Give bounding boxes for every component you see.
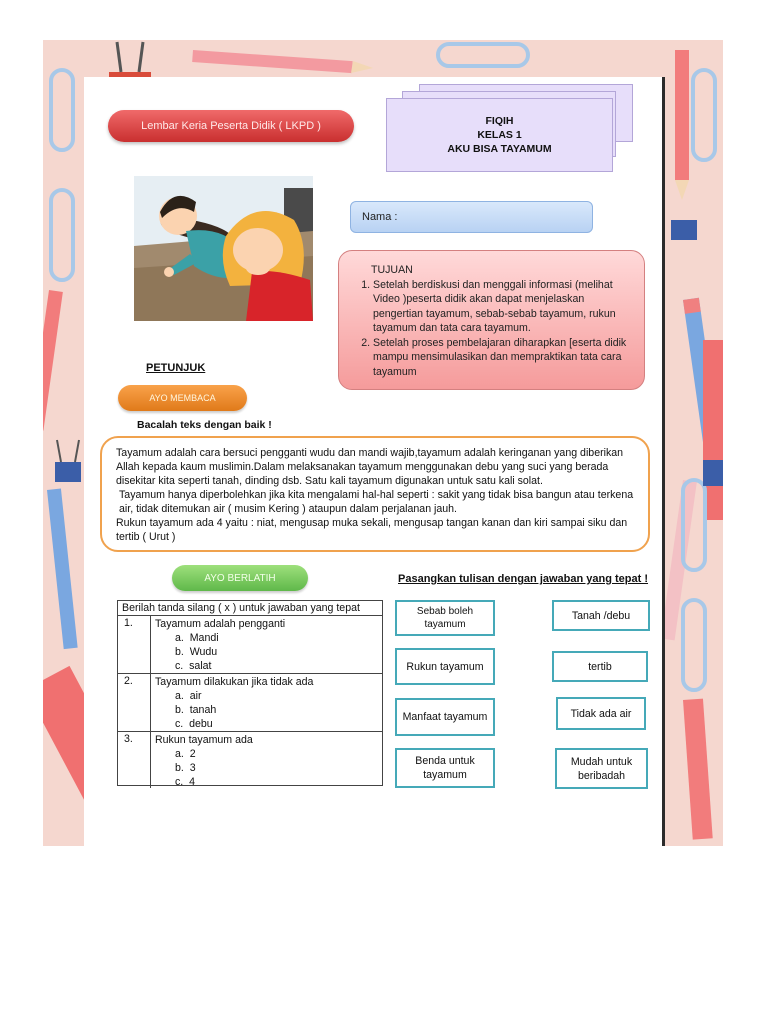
- pencil-icon: [192, 50, 373, 73]
- pencil-icon: [683, 699, 713, 840]
- matching-instruction: Pasangkan tulisan dengan jawaban yang tepat !: [398, 573, 649, 585]
- quiz-question: [118, 616, 382, 674]
- reading-passage: [100, 436, 650, 552]
- question-number: 1.: [124, 617, 133, 629]
- answer-option[interactable]: b. tanah: [175, 704, 217, 716]
- match-right-item[interactable]: tertib: [552, 651, 648, 682]
- question-number: 2.: [124, 675, 133, 687]
- match-left-item[interactable]: Manfaat tayamum: [395, 698, 495, 736]
- answer-option[interactable]: c. salat: [175, 660, 212, 672]
- reading-paragraph: Tayamum hanya diperbolehkan jika kita mengalami hal-hal seperti : sakit yang tidak bisa bangun atau terkena air, tidak ditemukan air ( musim Kering ) ataupun dalam perjalanan jauh.: [119, 489, 634, 515]
- title-card: [386, 98, 613, 172]
- pencil-icon: [675, 50, 689, 200]
- quiz-question: [118, 732, 382, 788]
- topic-title: AKU BISA TAYAMUM: [447, 143, 552, 155]
- reading-instruction: Bacalah teks dengan baik !: [137, 419, 272, 431]
- question-number: 3.: [124, 733, 133, 745]
- match-left-item[interactable]: Benda untuk tayamum: [395, 748, 495, 788]
- answer-option[interactable]: c. debu: [175, 718, 213, 730]
- quiz-table: [117, 600, 383, 786]
- question-text: Tayamum adalah pengganti: [155, 618, 286, 630]
- answer-option[interactable]: a. 2: [175, 748, 196, 760]
- reading-paragraph: Rukun tayamum ada 4 yaitu : niat, mengusap muka sekali, mengusap tangan kanan dan kiri sampai siku dan tertib ( Urut ): [116, 517, 628, 543]
- ayo-membaca-label: AYO MEMBACA: [118, 385, 247, 411]
- objectives-list: [355, 278, 634, 380]
- objective-item: 1. Setelah berdiskusi dan menggali informasi (melihat Video )peserta didik akan dapat menjelaskan pengertian tayamum, sebab-sebab tayamum, rukun tayamum dan tata cara tayamum.: [373, 278, 634, 336]
- class-title: KELAS 1: [477, 129, 522, 141]
- match-right-item[interactable]: Tidak ada air: [556, 697, 646, 730]
- name-label: Nama :: [362, 211, 398, 223]
- children-tayamum-illustration: [134, 176, 313, 321]
- quiz-question: [118, 674, 382, 732]
- answer-option[interactable]: a. Mandi: [175, 632, 219, 644]
- match-right-item[interactable]: Tanah /debu: [552, 600, 650, 631]
- pencil-icon: [661, 480, 697, 640]
- quiz-instruction: Berilah tanda silang ( x ) untuk jawaban yang tepat: [118, 601, 382, 616]
- pencil-icon: [47, 489, 78, 650]
- objectives-box: [338, 250, 645, 390]
- answer-option[interactable]: b. 3: [175, 762, 196, 774]
- pencil-icon: [43, 290, 63, 431]
- answer-option[interactable]: a. air: [175, 690, 202, 702]
- question-text: Tayamum dilakukan jika tidak ada: [155, 676, 314, 688]
- objective-item: 2. Setelah proses pembelajaran diharapkan [eserta didik mampu mensimulasikan dan mempraktikan tata cara tayamum: [373, 336, 634, 380]
- objectives-title: TUJUAN: [371, 264, 413, 276]
- binder-clip-icon: [671, 220, 697, 240]
- name-field[interactable]: [350, 201, 593, 233]
- subject-title: FIQIH: [485, 115, 514, 127]
- match-right-item[interactable]: Mudah untuk beribadah: [555, 748, 648, 789]
- ayo-berlatih-label: AYO BERLATIH: [172, 565, 308, 591]
- binder-clip-icon: [55, 440, 81, 482]
- lkpd-label: Lembar Keria Peserta Didik ( LKPD ): [108, 110, 354, 142]
- binder-clip-icon: [703, 460, 723, 486]
- instructions-heading: PETUNJUK: [146, 362, 206, 374]
- question-text: Rukun tayamum ada: [155, 734, 253, 746]
- answer-option[interactable]: c. 4: [175, 776, 196, 788]
- reading-paragraph: Tayamum adalah cara bersuci pengganti wudu dan mandi wajib,tayamum adalah keringanan yang diberikan Allah kepada kaum muslimin.Dalam melaksanakan tayamum menggunakan debu yang suci yang berada disekitar kita seperti tanah, dinding dsb. Satu kali tayamum digunakan untuk satu kali solat.: [116, 447, 624, 487]
- match-left-item[interactable]: Rukun tayamum: [395, 648, 495, 685]
- answer-option[interactable]: b. Wudu: [175, 646, 218, 658]
- match-left-item[interactable]: Sebab boleh tayamum: [395, 600, 495, 636]
